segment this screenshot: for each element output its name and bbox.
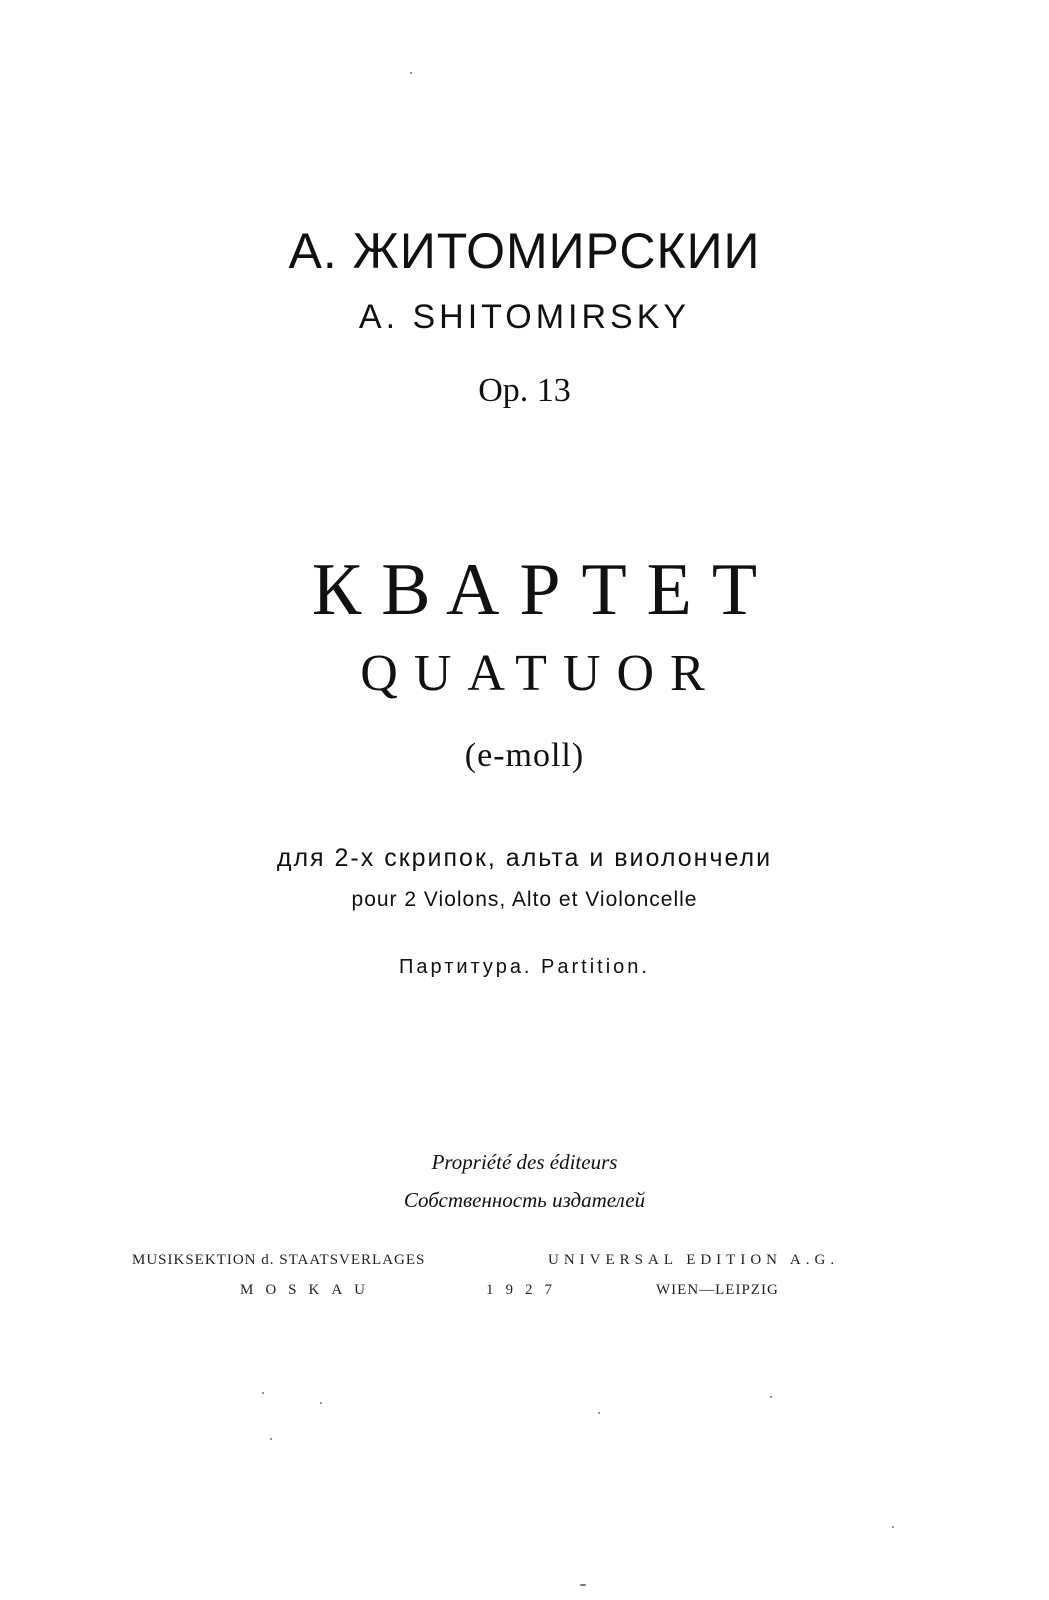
work-title-latin: QUATUOR <box>360 645 721 702</box>
publisher-moscow: MUSIKSEKTION d. STAATSVERLAGES <box>132 1252 426 1268</box>
scan-speck <box>580 1584 586 1586</box>
scan-speck <box>410 72 412 74</box>
publisher-city-moscow: MOSKAU <box>240 1282 378 1298</box>
scan-speck <box>892 1526 894 1528</box>
instrumentation-french: pour 2 Violons, Alto et Violoncelle <box>351 888 698 911</box>
publisher-city-vienna-leipzig: WIEN—LEIPZIG <box>656 1282 779 1298</box>
scan-speck <box>598 1412 600 1414</box>
scan-speck <box>262 1392 264 1394</box>
publisher-vienna: UNIVERSAL EDITION A.G. <box>548 1252 840 1268</box>
rights-notice-russian: Собственность издателей <box>403 1188 646 1212</box>
key-signature: (e-moll) <box>464 737 585 774</box>
scan-speck <box>770 1396 772 1398</box>
scan-speck <box>270 1438 272 1440</box>
instrumentation-russian: для 2-х скрипок, альта и виолончели <box>276 844 773 872</box>
composer-name-russian: А. ЖИТОМИРСКИИ <box>288 223 761 279</box>
rights-notice-french: Propriété des éditeurs <box>431 1150 618 1174</box>
publication-year: 1927 <box>486 1282 564 1298</box>
scan-speck <box>320 1402 322 1404</box>
score-type: Партитура. Partition. <box>399 956 650 978</box>
work-title-russian: КВАРТЕТ <box>311 549 778 631</box>
opus-number: Op. 13 <box>478 372 571 409</box>
composer-name-latin: A. SHITOMIRSKY <box>358 298 691 336</box>
